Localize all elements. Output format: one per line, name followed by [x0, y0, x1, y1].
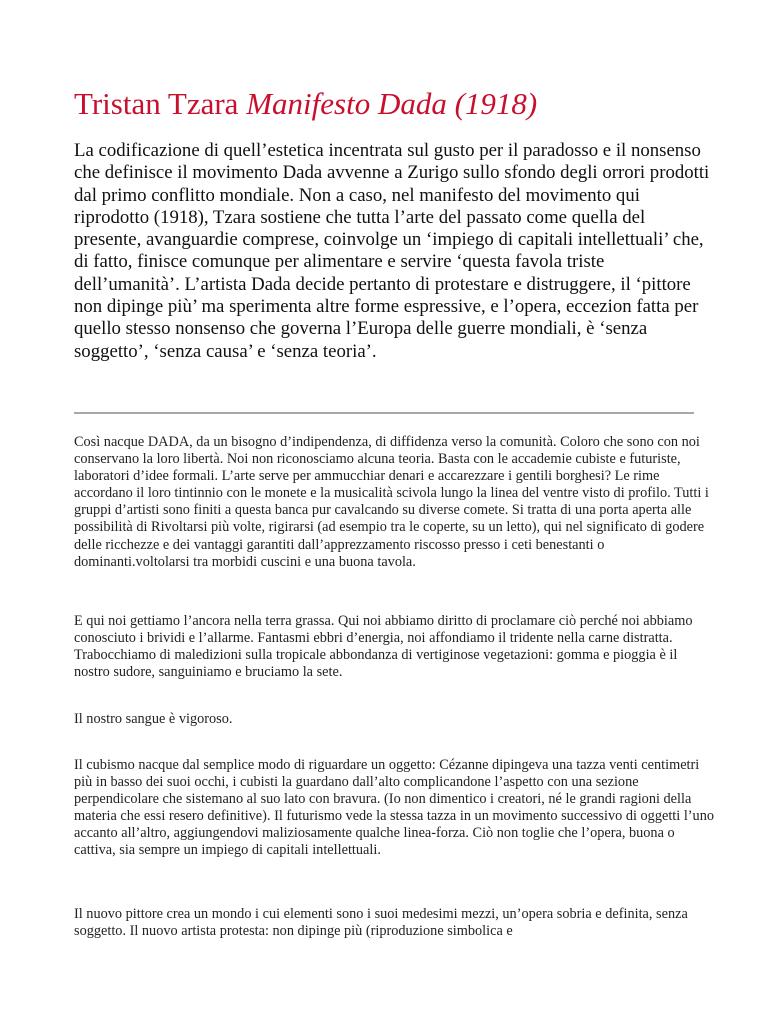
title-author: Tristan Tzara — [74, 86, 239, 121]
title-work: Manifesto Dada (1918) — [246, 86, 538, 121]
manifesto-paragraph-3: Il nostro sangue è vigoroso. — [74, 711, 233, 727]
section-divider — [74, 412, 694, 414]
manifesto-paragraph-2: E qui noi gettiamo l’ancora nella terra grassa. Qui noi abbiamo diritto di proclamare ciò perché noi abbiamo conosciuto i brividi e l’allarme. Fantasmi ebbri d’energia, noi affondiamo il tridente nella carne distratta. Trabocchiamo di maledizioni sulla tropicale abbondanza di vertiginose vegetazioni: gomma e pioggia è il nostro sudore, sanguiniamo e bruciamo la sete. — [74, 613, 693, 681]
manifesto-paragraph-5: Il nuovo pittore crea un mondo i cui elementi sono i suoi medesimi mezzi, un’opera sobria e definita, senza soggetto. Il nuovo artista protesta: non dipinge più (riproduzione simbolica e — [74, 906, 688, 940]
manifesto-paragraph-1: Così nacque DADA, da un bisogno d’indipendenza, di diffidenza verso la comunità. Coloro che sono con noi conservano la loro libertà. Noi non riconosciamo alcuna teoria. Basta con le accademie cubiste e futuriste, laboratori d’idee formali. L’arte serve per ammucchiar denari e accarezzare i gentili borghesi? Le rime accordano il loro tintinnio con le monete e la musicalità scivola lungo la linea del ventre visto di profilo. Tutti i gruppi d’artisti sono finiti a questa banca pur cavalcando su diverse comete. Si tratta di una porta aperta alle possibilità di Rivoltarsi più volte, rigirarsi (ad esempio tra le coperte, su un letto), qui nel significato di godere delle ricchezze e dei vantaggi garantiti dall’apprezzamento riscosso presso i ceti benestanti o dominanti.voltolarsi tra morbidi cuscini e una buona tavola. — [74, 434, 709, 570]
document-title — [74, 84, 714, 124]
intro-paragraph: La codificazione di quell’estetica incentrata sul gusto per il paradosso e il nonsenso che definisce il movimento Dada avvenne a Zurigo sullo sfondo degli orrori prodotti dal primo conflitto mondiale. Non a caso, nel manifesto del movimento qui riprodotto (1918), Tzara sostiene che tutta l’arte del passato come quella del presente, avanguardie comprese, coinvolge un ‘impiego di capitali intellettuali’ che, di fatto, finisce comunque per alimentare e servire ‘questa favola triste dell’umanità’. L’artista Dada decide pertanto di protestare e distruggere, il ‘pittore non dipinge più’ ma sperimenta altre forme espressive, e l’opera, eccezion fatta per quello stesso nonsenso che governa l’Europa delle guerre mondiali, è ‘senza soggetto’, ‘senza causa’ e ‘senza teoria’. — [74, 140, 710, 362]
manifesto-paragraph-4: Il cubismo nacque dal semplice modo di riguardare un oggetto: Cézanne dipingeva una tazza venti centimetri più in basso dei suoi occhi, i cubisti la guardano dall’alto complicandone l’aspetto con una sezione perpendicolare che sistemano al suo lato con bravura. (Io non dimentico i creatori, né le grandi ragioni della materia che essi resero definitive). Il futurismo vede la stessa tazza in un movimento successivo di oggetti l’uno accanto all’altro, aggiungendovi maliziosamente qualche linea-forza. Ciò non toglie che l’opera, buona o cattiva, sia sempre un impiego di capitali intellettuali. — [74, 757, 714, 859]
